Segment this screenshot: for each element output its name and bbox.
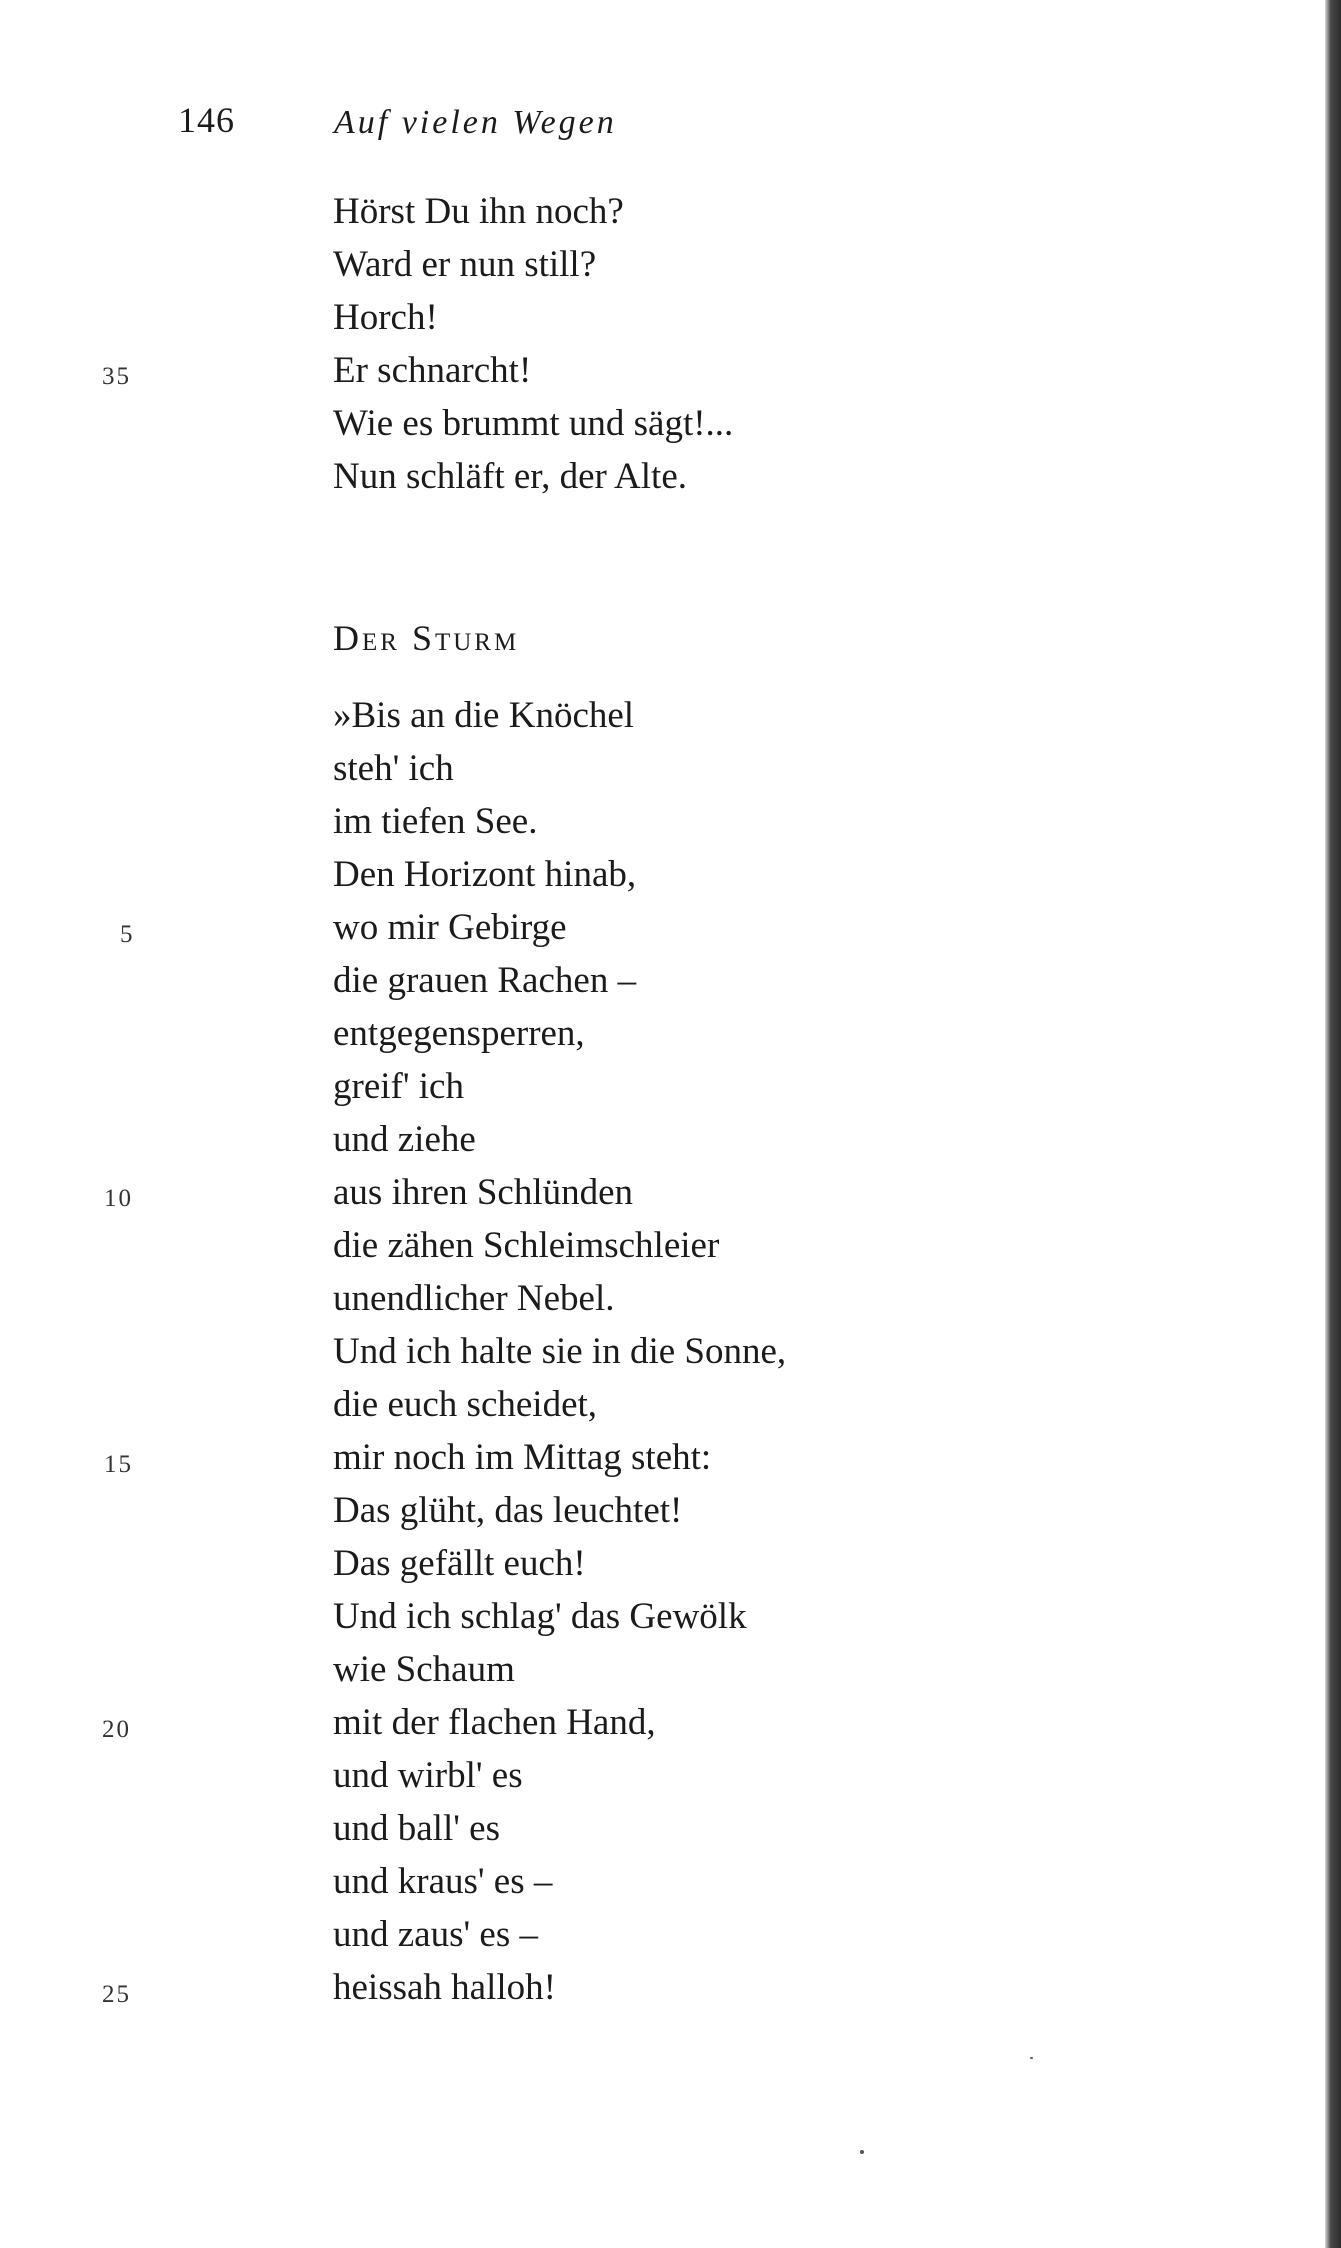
poem-title: Der Sturm — [333, 618, 520, 658]
verse-line: aus ihren Schlünden — [333, 1172, 634, 1213]
line-number: 35 — [102, 363, 131, 390]
page-edge-shadow — [1325, 0, 1341, 2248]
verse-line: die grauen Rachen – — [333, 960, 637, 1001]
verse-line: und zaus' es – — [333, 1914, 538, 1955]
verse-line: und ziehe — [333, 1119, 476, 1160]
verse-line: unendlicher Nebel. — [333, 1278, 615, 1319]
verse-line: mit der flachen Hand, — [333, 1702, 656, 1743]
page-number: 146 — [178, 100, 235, 140]
verse-line: Er schnarcht! — [333, 350, 532, 391]
verse-line: und kraus' es – — [333, 1861, 553, 1902]
verse-line: und ball' es — [333, 1808, 500, 1849]
line-number: 20 — [102, 1716, 131, 1743]
verse-line: wie Schaum — [333, 1649, 515, 1690]
verse-line: Und ich halte sie in die Sonne, — [333, 1331, 787, 1372]
line-number: 5 — [120, 921, 135, 948]
verse-line: die zähen Schleimschleier — [333, 1225, 720, 1266]
verse-line: mir noch im Mittag steht: — [333, 1437, 712, 1478]
verse-line: im tiefen See. — [333, 801, 538, 842]
verse-line: und wirbl' es — [333, 1755, 523, 1796]
line-number: 15 — [104, 1451, 133, 1478]
paper-speck — [860, 2150, 864, 2154]
line-number: 10 — [104, 1185, 133, 1212]
line-number: 25 — [102, 1981, 131, 2008]
verse-line: heissah halloh! — [333, 1967, 556, 2008]
verse-line: »Bis an die Knöchel — [333, 695, 635, 736]
verse-line: Den Horizont hinab, — [333, 854, 637, 895]
verse-line: Ward er nun still? — [333, 244, 597, 285]
verse-line: Das gefällt euch! — [333, 1543, 586, 1584]
verse-line: die euch scheidet, — [333, 1384, 598, 1425]
verse-line: greif' ich — [333, 1066, 464, 1107]
verse-line: Wie es brummt und sägt!... — [333, 403, 734, 444]
paper-speck — [1030, 2057, 1033, 2059]
running-title: Auf vielen Wegen — [334, 104, 617, 141]
verse-line: steh' ich — [333, 748, 454, 789]
verse-line: Das glüht, das leuchtet! — [333, 1490, 683, 1531]
verse-line: entgegensperren, — [333, 1013, 585, 1054]
verse-line: Horch! — [333, 297, 438, 338]
verse-line: Hörst Du ihn noch? — [333, 191, 624, 232]
verse-line: Und ich schlag' das Gewölk — [333, 1596, 747, 1637]
verse-line: Nun schläft er, der Alte. — [333, 456, 688, 497]
verse-line: wo mir Gebirge — [333, 907, 567, 948]
